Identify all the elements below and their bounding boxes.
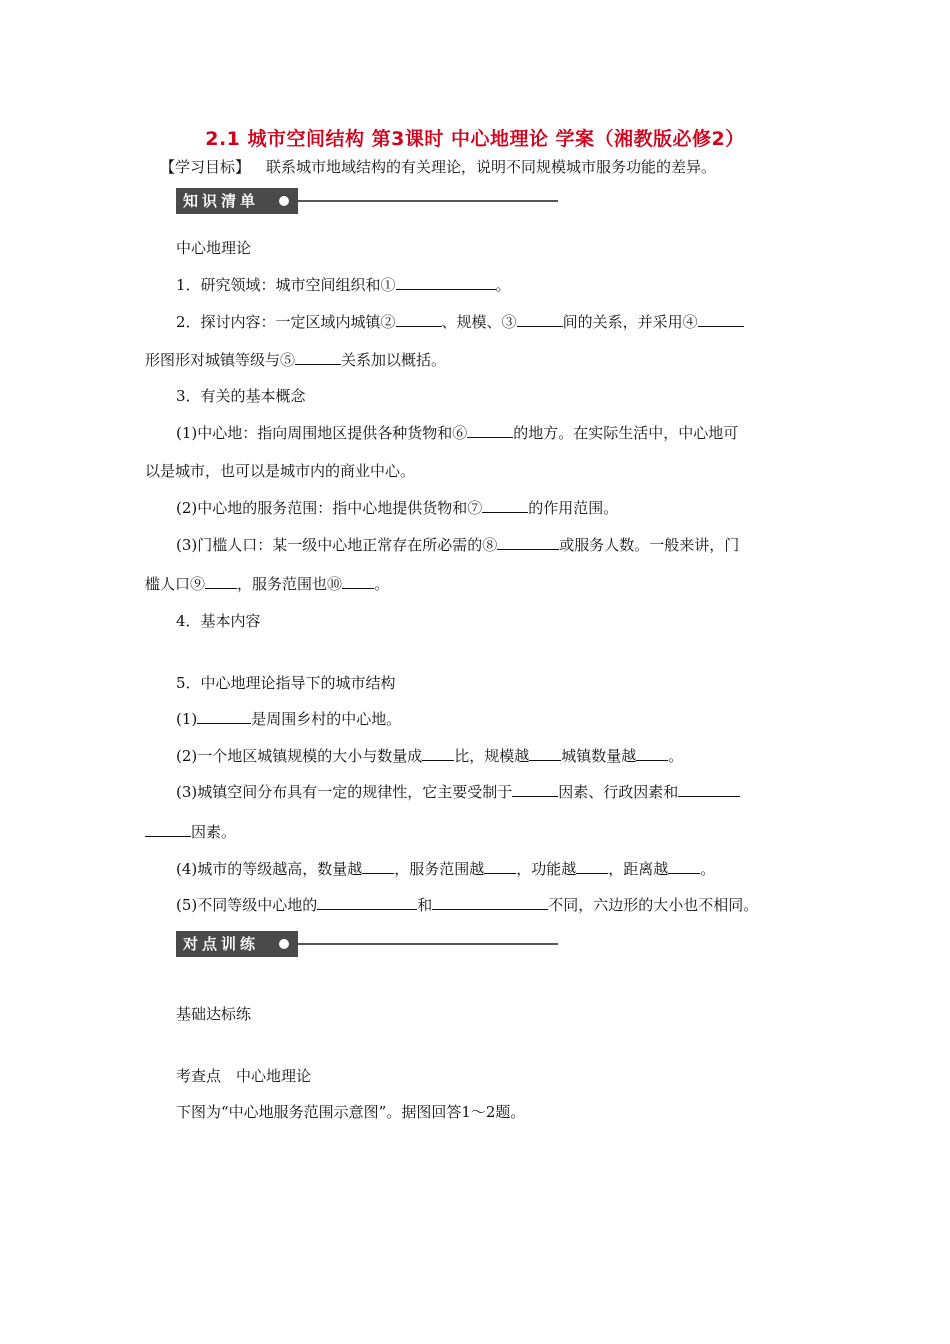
question-item-5-1 — [176, 709, 401, 729]
answer-blank[interactable] — [396, 312, 442, 327]
text: (2)中心地的服务范围：指中心地提供货物和⑦ — [176, 499, 483, 517]
objective-text: 联系城市地域结构的有关理论，说明不同规模城市服务功能的差异。 — [266, 158, 717, 176]
answer-blank[interactable] — [467, 423, 513, 438]
text: 1．研究领域：城市空间组织和① — [176, 276, 396, 294]
answer-blank[interactable] — [484, 859, 516, 874]
answer-blank[interactable] — [362, 859, 394, 874]
answer-blank[interactable] — [636, 746, 668, 761]
text: 不同，六边形的大小也不相同。 — [548, 896, 759, 914]
question-item-3-1 — [176, 423, 738, 443]
text: ，距离越 — [608, 860, 669, 878]
answer-blank[interactable] — [482, 498, 528, 513]
answer-blank[interactable] — [205, 574, 237, 589]
text: 比，规模越 — [454, 747, 530, 765]
text: 间的关系，并采用④ — [562, 313, 698, 331]
section-label-practice: 对点训练 — [176, 931, 298, 957]
objective-tag: 【学习目标】 — [160, 158, 251, 176]
section-banner-practice — [176, 931, 558, 957]
answer-blank[interactable] — [576, 859, 608, 874]
text: 城镇数量越 — [561, 747, 637, 765]
text: ，功能越 — [516, 860, 577, 878]
question-item-1 — [176, 275, 511, 295]
page-title: 2.1 城市空间结构 第3课时 中心地理论 学案（湘教版必修2） — [205, 128, 745, 150]
section-rule — [298, 200, 558, 202]
text: 因素、行政因素和 — [558, 783, 679, 801]
answer-blank[interactable] — [668, 859, 700, 874]
answer-blank[interactable] — [497, 535, 559, 550]
learning-objective — [160, 156, 716, 177]
answer-blank[interactable] — [529, 746, 561, 761]
text: 槛人口⑨ — [145, 575, 206, 593]
answer-blank[interactable] — [342, 574, 374, 589]
section-label-knowledge: 知识清单 — [176, 188, 298, 214]
text: (3)门槛人口：某一级中心地正常存在所必需的⑧ — [176, 536, 498, 554]
text: 因素。 — [191, 823, 237, 841]
answer-blank[interactable] — [317, 895, 417, 910]
answer-blank[interactable] — [678, 782, 740, 797]
answer-blank[interactable] — [422, 746, 454, 761]
bullet-dot-icon — [279, 939, 289, 949]
text: ，服务范围越 — [394, 860, 485, 878]
question-item-5-2 — [176, 746, 683, 766]
text: 。 — [700, 860, 716, 878]
question-item-3-2 — [176, 498, 618, 518]
basic-practice-heading: 基础达标练 — [176, 1005, 252, 1023]
answer-blank[interactable] — [197, 709, 251, 724]
text: 关系加以概括。 — [341, 351, 447, 369]
exam-point: 考查点 中心地理论 — [176, 1067, 312, 1085]
question-item-2 — [176, 312, 744, 332]
question-item-2-cont — [145, 350, 446, 370]
answer-blank[interactable] — [295, 350, 341, 365]
bullet-dot-icon — [279, 196, 289, 206]
text: 的作用范围。 — [528, 499, 619, 517]
question-item-3-3-cont — [145, 574, 389, 594]
answer-blank[interactable] — [145, 822, 191, 837]
text: 2．探讨内容：一定区域内城镇② — [176, 313, 396, 331]
text: ，服务范围也⑩ — [237, 575, 343, 593]
question-item-3-3 — [176, 535, 739, 555]
question-item-5: 5．中心地理论指导下的城市结构 — [176, 674, 396, 692]
question-item-5-3-cont — [145, 822, 236, 842]
question-item-5-4 — [176, 859, 715, 879]
text: (1)中心地：指向周围地区提供各种货物和⑥ — [176, 424, 468, 442]
text: 形图形对城镇等级与⑤ — [145, 351, 296, 369]
text: (3)城镇空间分布具有一定的规律性，它主要受制于 — [176, 783, 513, 801]
answer-blank[interactable] — [512, 782, 558, 797]
text: (4)城市的等级越高，数量越 — [176, 860, 363, 878]
question-item-3: 3．有关的基本概念 — [176, 387, 306, 405]
section-banner-knowledge — [176, 188, 558, 214]
question-item-5-3 — [176, 782, 740, 802]
text: 。 — [374, 575, 390, 593]
question-prompt: 下图为“中心地服务范围示意图”。据图回答1～2题。 — [176, 1103, 526, 1121]
text: 的地方。在实际生活中，中心地可 — [513, 424, 739, 442]
text: 是周围乡村的中心地。 — [251, 710, 402, 728]
text: (1) — [176, 710, 198, 728]
question-item-4: 4．基本内容 — [176, 612, 261, 630]
answer-blank[interactable] — [698, 312, 744, 327]
text: 或服务人数。一般来讲，门 — [559, 536, 740, 554]
text: 、规模、③ — [441, 313, 517, 331]
section-rule — [298, 943, 558, 945]
question-item-5-5 — [176, 895, 758, 915]
question-item-3-1-cont: 以是城市，也可以是城市内的商业中心。 — [145, 462, 416, 480]
text: (2)一个地区城镇规模的大小与数量成 — [176, 747, 423, 765]
text: 。 — [495, 276, 511, 294]
text: 和 — [417, 896, 433, 914]
text: (5)不同等级中心地的 — [176, 896, 318, 914]
answer-blank[interactable] — [432, 895, 548, 910]
answer-blank[interactable] — [396, 275, 496, 290]
answer-blank[interactable] — [517, 312, 563, 327]
section-heading: 中心地理论 — [176, 239, 252, 257]
text: 。 — [668, 747, 684, 765]
